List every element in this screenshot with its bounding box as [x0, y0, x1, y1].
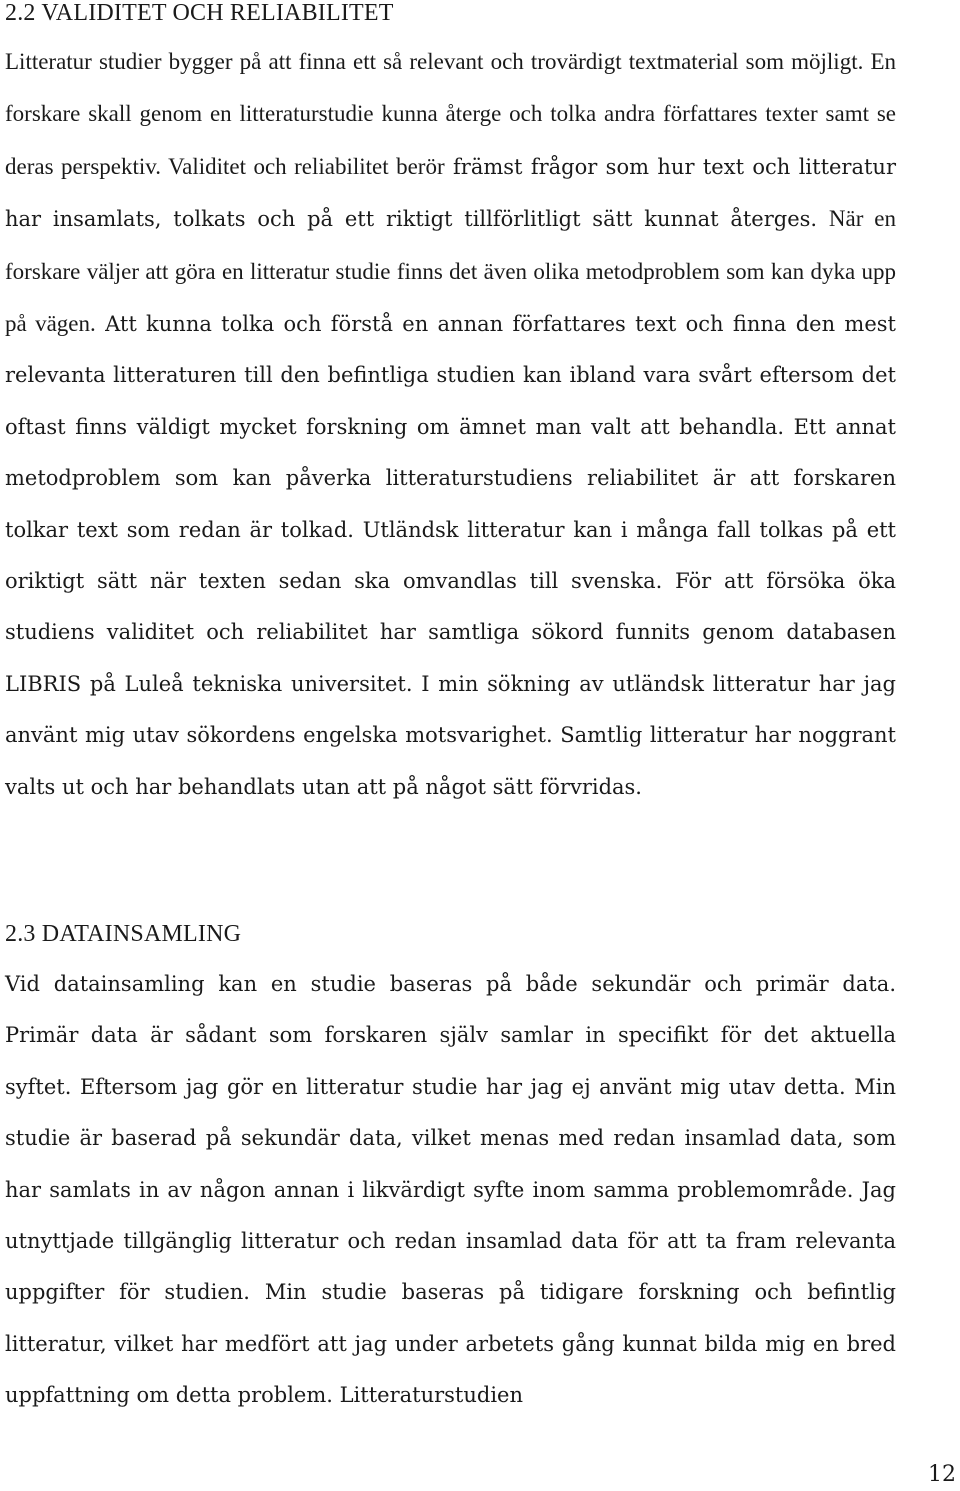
- section-heading-datainsamling: 2.3 DATAINSAMLING: [5, 921, 242, 947]
- paragraph-datainsamling: Vid datainsamling kan en studie baseras på både sekundär och primär data. Primär data är sådant som forskaren själv samlar in specifikt för det aktuella syftet. Eftersom jag gör en litteratur studie har jag ej använt mig utav detta. Min studie är baserad på sekundär data, vilket menas med redan insamlad data, som har samlats in av någon annan i likvärdigt syfte inom samma problemområde. Jag utnyttjade tillgänglig litteratur och redan insamlad data för att ta fram relevanta uppgifter för studien. Min studie baseras på tidigare forskning och befintlig litteratur, vilket har medfört att jag under arbetets gång kunnat bilda mig en bred uppfattning om detta problem. Litteraturstudien: [5, 972, 896, 1408]
- paragraph-validitet-run-2: främst frågor som hur text och litteratur har insamlats, tolkats och på ett riktigt tillförlitligt sätt kunnat återges.: [5, 154, 896, 232]
- page-number: 12: [928, 1462, 956, 1487]
- paragraph-validitet: [5, 36, 896, 813]
- paragraph-validitet-run-4: Att kunna tolka och förstå en annan författares text och finna den mest relevanta litteraturen till den befintliga studien kan ibland vara svårt eftersom det oftast finns väldigt mycket forskning om ämnet man valt att behandla. Ett annat metodproblem som kan påverka litteraturstudiens reliabilitet är att forskaren tolkar text som redan är tolkad. Utländsk litteratur kan i många fall tolkas på ett oriktigt sätt när texten sedan ska omvandlas till svenska. För att försöka öka studiens validitet och reliabilitet har samtliga sökord funnits genom databasen LIBRIS på Luleå tekniska universitet. I min sökning av utländsk litteratur har jag använt mig utav sökordens engelska motsvarighet. Samtlig litteratur har noggrant valts ut och har behandlats utan att på något sätt förvridas.: [5, 312, 896, 799]
- section-heading-validitet: 2.2 VALIDITET OCH RELIABILITET: [5, 0, 394, 26]
- paragraph-validitet-run-3: När en forskare väljer att göra en litteratur studie finns det även olika metodproblem som kan dyka upp på vägen.: [5, 206, 896, 337]
- paragraph-validitet-run-1: Litteratur studier bygger på att finna ett så relevant och trovärdigt textmaterial som möjligt. En forskare skall genom en litteraturstudie kunna återge och tolka andra författares texter samt se deras perspektiv. Validitet och reliabilitet berör: [5, 49, 896, 179]
